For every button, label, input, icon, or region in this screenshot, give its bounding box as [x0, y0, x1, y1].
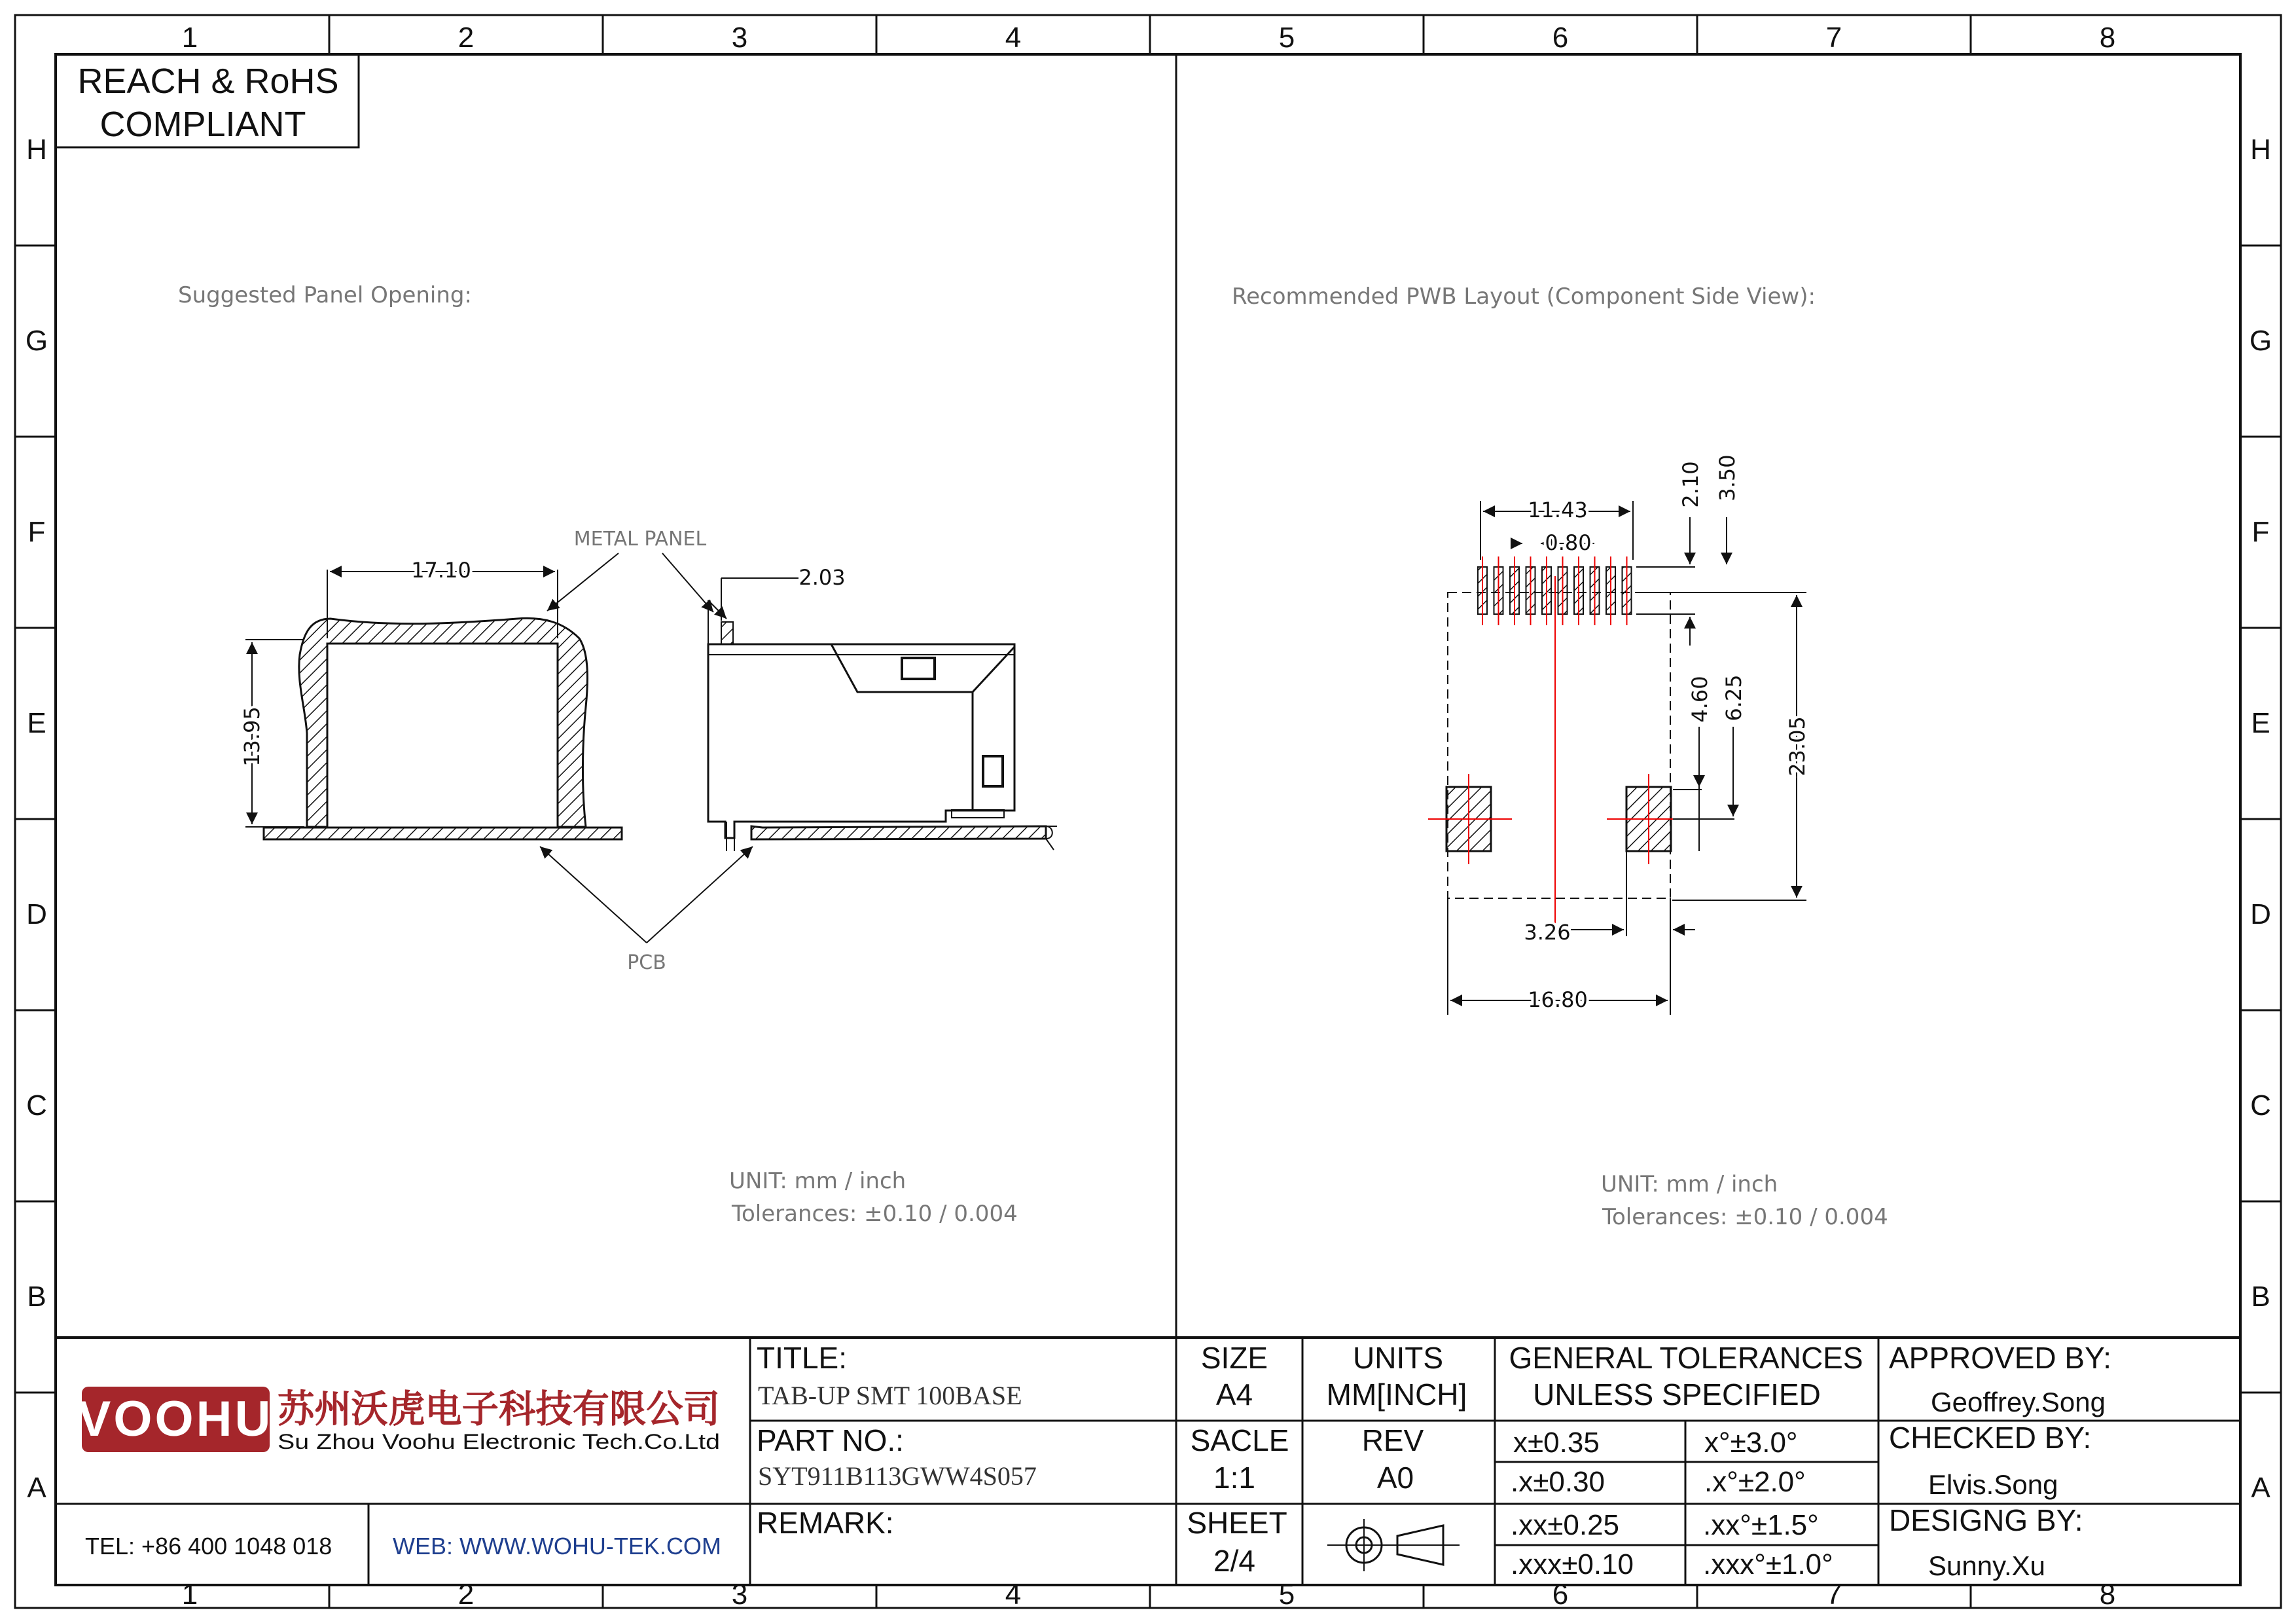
- title-label: TITLE:: [757, 1341, 848, 1375]
- tol-linear-1: .x±0.30: [1511, 1466, 1605, 1498]
- zone-col-1-bottom: 1: [181, 1578, 198, 1611]
- dim-2-10: 2.10: [1678, 461, 1703, 508]
- units-label: UNITS: [1353, 1341, 1443, 1375]
- badge-line-2: COMPLIANT: [99, 105, 306, 144]
- logo-text: VOOHU: [77, 1391, 274, 1447]
- zone-row-e: E: [27, 707, 46, 739]
- dim-2-03: 2.03: [798, 565, 846, 590]
- panel-opening-caption: Suggested Panel Opening:: [178, 282, 472, 308]
- company-name-cn: 苏州沃虎电子科技有限公司: [278, 1387, 720, 1431]
- rev-label: REV: [1361, 1423, 1424, 1457]
- title-block: [56, 1338, 2240, 1585]
- dim-3-50: 3.50: [1715, 454, 1740, 501]
- rev-value: A0: [1376, 1461, 1414, 1495]
- dim-3-26: 3.26: [1524, 920, 1571, 945]
- tol-linear-0: x±0.35: [1513, 1427, 1600, 1459]
- web-link[interactable]: WEB: WWW.WOHU-TEK.COM: [393, 1533, 721, 1559]
- zone-col-5: 5: [1278, 22, 1295, 54]
- zone-col-2-bottom: 2: [457, 1578, 475, 1611]
- dim-16-80: 16.80: [1528, 987, 1588, 1012]
- tol-linear-2: .xx±0.25: [1511, 1509, 1620, 1541]
- sheet-label: SHEET: [1187, 1506, 1287, 1540]
- zone-row-d: D: [26, 898, 47, 930]
- jack-side-view: [708, 565, 1057, 851]
- metal-panel-front: [299, 618, 588, 827]
- zone-col-1: 1: [181, 22, 198, 54]
- zone-row-a-right: A: [2251, 1472, 2270, 1504]
- zone-row-a: A: [27, 1472, 46, 1504]
- size-value: A4: [1215, 1377, 1253, 1412]
- pcb-strip-front: [264, 828, 622, 839]
- size-label: SIZE: [1200, 1341, 1268, 1375]
- zone-row-b-right: B: [2251, 1281, 2270, 1313]
- left-unit-note: UNIT: mm / inch: [729, 1168, 906, 1194]
- left-tolerance-note: Tolerances: ±0.10 / 0.004: [732, 1201, 1018, 1227]
- zone-row-e-right: E: [2251, 707, 2270, 739]
- sheet-value: 2/4: [1213, 1544, 1255, 1578]
- zone-row-h-right: H: [2250, 134, 2271, 166]
- dim-17-10: 17.10: [411, 558, 471, 583]
- unless-specified-label: UNLESS SPECIFIED: [1533, 1377, 1821, 1412]
- zone-col-3: 3: [731, 22, 748, 54]
- dim-0-80: 0.80: [1545, 530, 1592, 555]
- tol-angular-0: x°±3.0°: [1704, 1427, 1798, 1459]
- approved-label: APPROVED BY:: [1889, 1341, 2112, 1375]
- general-tolerances-label: GENERAL TOLERANCES: [1509, 1341, 1863, 1375]
- metal-panel-label: METAL PANEL: [573, 528, 707, 551]
- right-unit-note: UNIT: mm / inch: [1601, 1171, 1778, 1197]
- right-tolerance-note: Tolerances: ±0.10 / 0.004: [1602, 1204, 1888, 1230]
- pcb-label: PCB: [627, 951, 666, 974]
- projection-symbol-icon: [1327, 1519, 1460, 1571]
- pwb-layout-caption: Recommended PWB Layout (Component Side View):: [1232, 283, 1816, 310]
- zone-col-3-bottom: 3: [731, 1578, 748, 1611]
- zone-col-7-bottom: 7: [1825, 1578, 1842, 1611]
- zone-col-8-bottom: 8: [2099, 1578, 2116, 1611]
- zone-row-d-right: D: [2250, 898, 2271, 930]
- remark-label: REMARK:: [757, 1506, 894, 1540]
- zone-col-6-bottom: 6: [1552, 1578, 1569, 1611]
- part-label: PART NO.:: [757, 1423, 904, 1457]
- tol-angular-2: .xx°±1.5°: [1703, 1509, 1819, 1541]
- zone-col-8: 8: [2099, 22, 2116, 54]
- checked-value: Elvis.Song: [1928, 1469, 2058, 1500]
- tol-angular-3: .xxx°±1.0°: [1703, 1548, 1833, 1580]
- approved-value: Geoffrey.Song: [1931, 1387, 2106, 1417]
- zone-row-c-right: C: [2250, 1089, 2271, 1122]
- zone-row-f-right: F: [2251, 516, 2270, 548]
- scale-label: SACLE: [1190, 1423, 1289, 1457]
- title-value: TAB-UP SMT 100BASE: [758, 1381, 1022, 1410]
- zone-col-5-bottom: 5: [1278, 1578, 1295, 1611]
- dim-4-60: 4.60: [1687, 676, 1712, 723]
- tel-text: TEL: +86 400 1048 018: [85, 1533, 332, 1559]
- designed-value: Sunny.Xu: [1928, 1550, 2046, 1581]
- panel-opening-view: [178, 282, 1057, 1227]
- dim-11-43: 11.43: [1528, 498, 1588, 522]
- zone-row-f: F: [27, 516, 46, 548]
- badge-line-1: REACH & RoHS: [77, 62, 339, 101]
- zone-col-4-bottom: 4: [1005, 1578, 1022, 1611]
- dim-23-05: 23.05: [1785, 716, 1810, 776]
- part-number: SYT911B113GWW4S057: [758, 1461, 1037, 1491]
- units-value: MM[INCH]: [1326, 1377, 1467, 1412]
- designed-label: DESIGNG BY:: [1889, 1503, 2083, 1537]
- zone-row-h: H: [26, 134, 47, 166]
- dim-13-95: 13.95: [240, 706, 264, 767]
- zone-row-g: G: [25, 325, 48, 357]
- component-outline: [1448, 593, 1670, 898]
- scale-value: 1:1: [1213, 1461, 1255, 1495]
- zone-row-g-right: G: [2249, 325, 2272, 357]
- tol-linear-3: .xxx±0.10: [1511, 1548, 1634, 1580]
- zone-col-4: 4: [1005, 22, 1022, 54]
- zone-row-b: B: [27, 1281, 46, 1313]
- zone-row-c: C: [26, 1089, 47, 1122]
- zone-col-6: 6: [1552, 22, 1569, 54]
- dim-6-25: 6.25: [1721, 674, 1746, 721]
- pwb-layout-view: [1232, 283, 1888, 1230]
- zone-col-2: 2: [457, 22, 475, 54]
- tol-angular-1: .x°±2.0°: [1704, 1466, 1806, 1498]
- company-name-en: Su Zhou Voohu Electronic Tech.Co.Ltd: [278, 1430, 720, 1453]
- zone-col-7: 7: [1825, 22, 1842, 54]
- checked-label: CHECKED BY:: [1889, 1421, 2092, 1455]
- compliance-badge: [56, 54, 359, 147]
